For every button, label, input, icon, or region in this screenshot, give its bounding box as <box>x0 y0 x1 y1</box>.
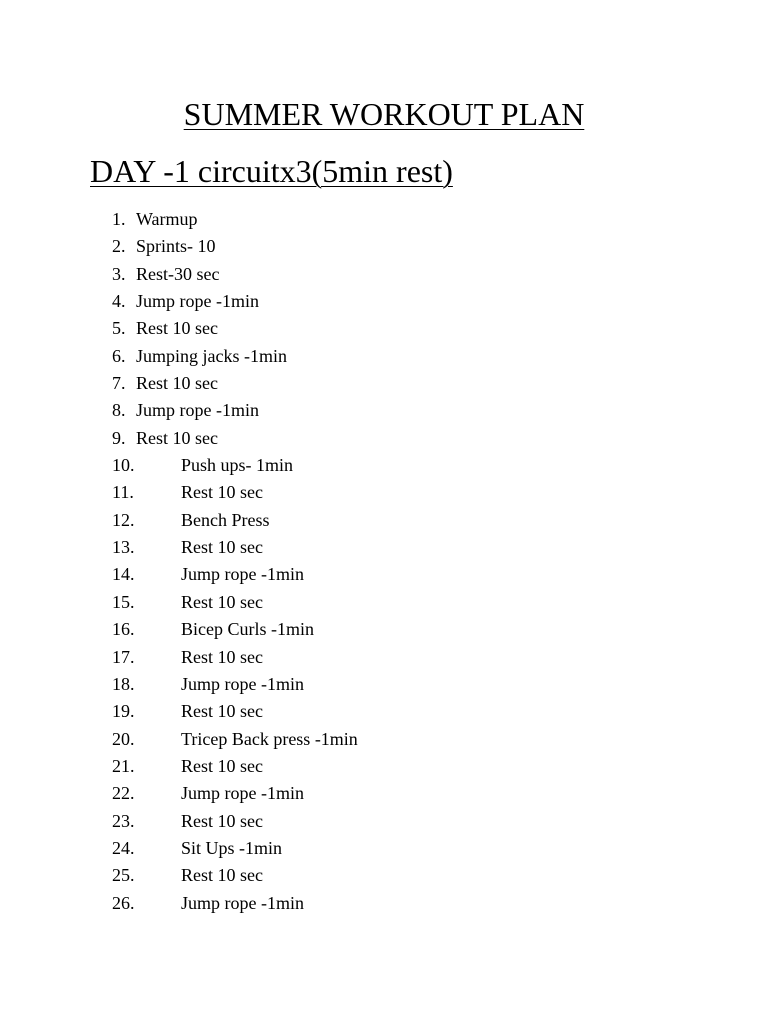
list-item-number: 4. <box>112 291 126 312</box>
list-item-number: 20. <box>112 728 135 749</box>
list-item-number: 1. <box>112 209 126 229</box>
list-item-number: 14. <box>112 564 135 585</box>
list-item-number: 22. <box>112 783 135 804</box>
list-item-text: Rest 10 sec <box>181 591 263 612</box>
list-item-text: Rest-30 sec <box>136 263 220 284</box>
list-item-text: Rest 10 sec <box>181 810 263 831</box>
list-item-text: Rest 10 sec <box>136 427 218 448</box>
list-item-number: 9. <box>112 427 126 448</box>
list-item-text: Jump rope -1min <box>136 400 259 421</box>
list-item-number: 3. <box>112 263 126 284</box>
list-item-text: Rest 10 sec <box>181 537 263 558</box>
list-item-text: Jumping jacks -1min <box>136 345 287 366</box>
list-item-text: Rest 10 sec <box>181 701 263 722</box>
list-item-number: 10. <box>112 455 135 476</box>
list-item-number: 24. <box>112 837 135 858</box>
list-item-text: Rest 10 sec <box>181 482 263 503</box>
list-item-text: Jump rope -1min <box>136 291 259 312</box>
list-item-text: Warmup <box>136 209 198 229</box>
page-title-text: SUMMER WORKOUT PLAN <box>183 96 585 132</box>
list-item-text: Sit Ups -1min <box>181 837 283 858</box>
list-item-number: 12. <box>112 509 135 530</box>
list-item-number: 19. <box>112 701 135 722</box>
list-item-number: 15. <box>112 591 135 612</box>
list-item-number: 11. <box>112 482 134 503</box>
list-item-text: Jump rope -1min <box>181 673 304 694</box>
list-item-text: Jump rope -1min <box>181 564 304 585</box>
list-item-number: 26. <box>112 892 135 913</box>
list-item-number: 17. <box>112 646 135 667</box>
day-heading: DAY -1 circuitx3(5min rest) <box>90 153 453 189</box>
list-item-number: 8. <box>112 400 126 421</box>
list-item-text: Rest 10 sec <box>136 318 218 339</box>
list-item-number: 23. <box>112 810 135 831</box>
list-item-number: 16. <box>112 619 135 640</box>
list-item-text: Rest 10 sec <box>181 646 263 667</box>
list-item-text: Bicep Curls -1min <box>181 619 314 640</box>
list-item-text: Rest 10 sec <box>136 373 218 394</box>
list-item-number: 13. <box>112 537 135 558</box>
page-title <box>0 94 768 134</box>
list-item-number: 7. <box>112 373 126 394</box>
list-item-text: Rest 10 sec <box>181 755 263 776</box>
list-item-text: Jump rope -1min <box>181 783 304 804</box>
list-item-number: 25. <box>112 865 135 886</box>
list-item-text: Tricep Back press -1min <box>181 728 358 749</box>
list-item-text: Rest 10 sec <box>181 865 263 886</box>
list-item-number: 21. <box>112 755 135 776</box>
list-item-number: 6. <box>112 345 126 366</box>
list-item-text: Jump rope -1min <box>181 892 304 913</box>
list-item-number: 18. <box>112 673 135 694</box>
list-item-number: 5. <box>112 318 126 339</box>
list-item-text: Bench Press <box>181 509 270 530</box>
list-item-text: Push ups- 1min <box>181 455 294 476</box>
list-item-text: Sprints- 10 <box>136 236 216 257</box>
list-item-number: 2. <box>112 236 126 257</box>
